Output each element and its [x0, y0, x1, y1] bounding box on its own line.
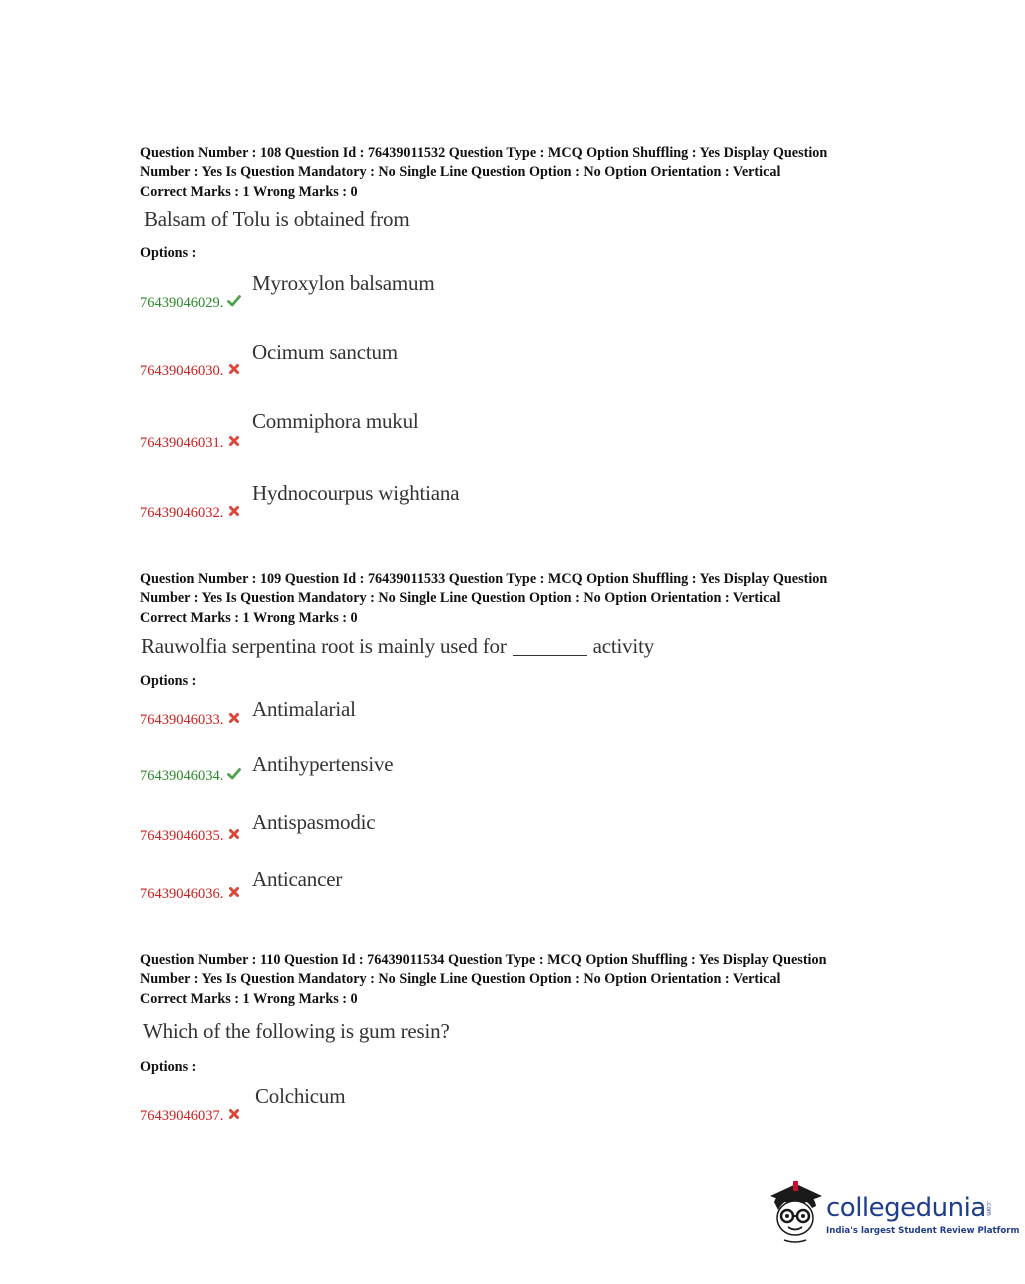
question-108-meta: [140, 144, 900, 202]
option-text: Antispasmodic: [252, 810, 376, 834]
options-label: Options :: [140, 1059, 197, 1075]
marks-line: Correct Marks : 1 Wrong Marks : 0: [140, 610, 358, 626]
brand-name: collegedunia: [826, 1193, 986, 1223]
question-text-before-blank: Rauwolfia serpentina root is mainly used for: [141, 634, 507, 658]
option-id: [140, 1108, 241, 1125]
option-id: [140, 828, 241, 845]
option-id-label: 76439046032.: [140, 505, 224, 521]
meta-line: Number : Yes Is Question Mandatory : No Single Line Question Option : No Option Orientation : Vertical: [140, 970, 781, 987]
cross-icon: [227, 434, 241, 448]
option-id-label: 76439046029.: [140, 295, 224, 311]
marks-line: Correct Marks : 1 Wrong Marks : 0: [140, 991, 358, 1007]
question-109-meta: [140, 570, 900, 628]
cross-icon: [227, 504, 241, 518]
cross-icon: [227, 711, 241, 725]
option-id: [140, 768, 241, 785]
meta-line: Question Number : 108 Question Id : 76439011532 Question Type : MCQ Option Shuffling : Yes Display Question: [140, 145, 828, 161]
option-text: Hydnocourpus wightiana: [252, 481, 460, 505]
option-id-label: 76439046034.: [140, 768, 224, 784]
option-text: Ocimum sanctum: [252, 340, 398, 364]
question-110-text: Which of the following is gum resin?: [143, 1019, 450, 1043]
option-text: Commiphora mukul: [252, 409, 419, 433]
option-text: Colchicum: [255, 1084, 346, 1108]
option-id: [140, 712, 241, 729]
option-id: [140, 363, 241, 380]
option-id: [140, 886, 241, 903]
option-text: Myroxylon balsamum: [252, 271, 435, 295]
marks-line: Correct Marks : 1 Wrong Marks : 0: [140, 184, 358, 200]
option-id: [140, 435, 241, 452]
question-text-after-blank: activity: [592, 634, 655, 658]
option-id-label: 76439046036.: [140, 886, 224, 902]
options-label: Options :: [140, 673, 197, 689]
cross-icon: [227, 1107, 241, 1121]
check-icon: [227, 767, 241, 781]
option-id: [140, 505, 241, 522]
option-text: Anticancer: [252, 867, 343, 891]
option-id-label: 76439046031.: [140, 435, 224, 451]
check-icon: [227, 294, 241, 308]
collegedunia-mascot-icon: [766, 1178, 824, 1248]
option-text: Antihypertensive: [252, 752, 394, 776]
meta-line: Number : Yes Is Question Mandatory : No Single Line Question Option : No Option Orientation : Vertical: [140, 589, 781, 606]
options-label: Options :: [140, 245, 197, 261]
option-id-label: 76439046035.: [140, 828, 224, 844]
question-108-text: Balsam of Tolu is obtained from: [144, 207, 410, 231]
cross-icon: [227, 885, 241, 899]
brand-tagline: India's largest Student Review Platform: [826, 1226, 1020, 1236]
meta-line: Question Number : 110 Question Id : 76439011534 Question Type : MCQ Option Shuffling : Yes Display Question: [140, 952, 827, 968]
option-text: Antimalarial: [252, 697, 356, 721]
question-109-text: [141, 634, 654, 659]
answer-blank: [513, 655, 587, 656]
brand-domain-suffix: .com: [985, 1201, 992, 1216]
option-id: [140, 295, 241, 312]
option-id-label: 76439046033.: [140, 712, 224, 728]
option-id-label: 76439046030.: [140, 363, 224, 379]
cross-icon: [227, 827, 241, 841]
meta-line: Number : Yes Is Question Mandatory : No Single Line Question Option : No Option Orientation : Vertical: [140, 163, 781, 180]
question-110-meta: [140, 951, 900, 1009]
cross-icon: [227, 362, 241, 376]
meta-line: Question Number : 109 Question Id : 76439011533 Question Type : MCQ Option Shuffling : Yes Display Question: [140, 571, 828, 587]
option-id-label: 76439046037.: [140, 1108, 224, 1124]
